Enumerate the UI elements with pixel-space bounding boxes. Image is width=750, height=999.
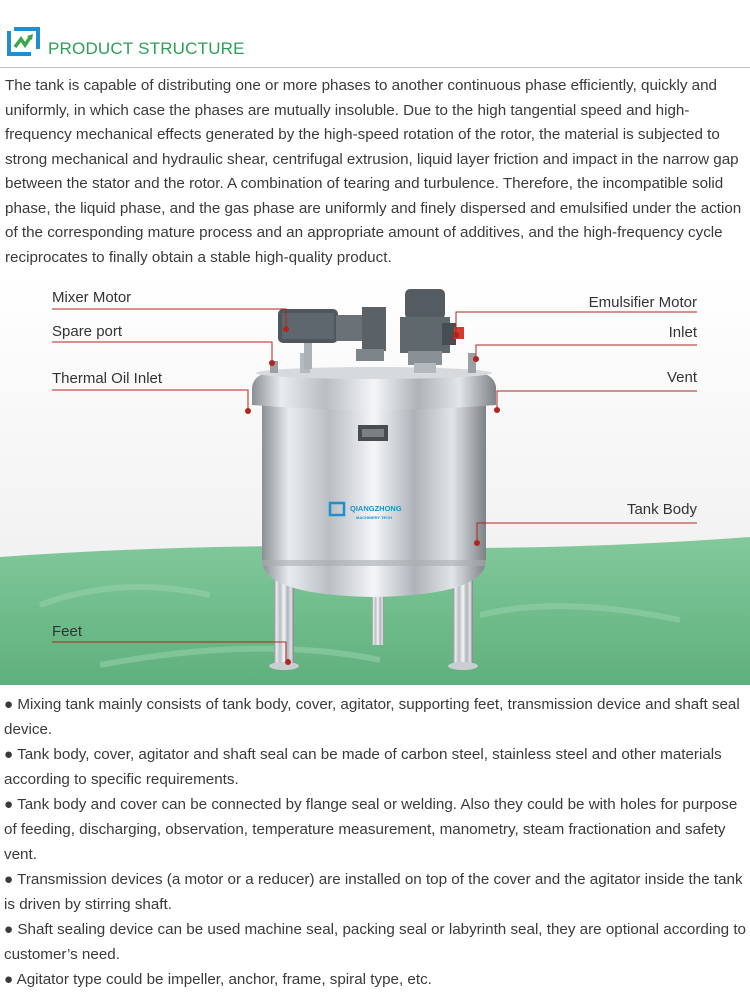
feature-text: Transmission devices (a motor or a reducer) are installed on top of the cover and the agitator inside the tank is driven by stirring shaft. <box>4 871 743 913</box>
brand-name: QIANGZHONG <box>350 504 402 513</box>
header-divider <box>0 67 750 68</box>
list-item: ● Agitator type could be impeller, anchor, frame, spiral type, etc. <box>4 971 432 988</box>
label-vent: Vent <box>666 369 697 386</box>
list-item: ● Mixing tank mainly consists of tank body, cover, agitator, supporting feet, transmission device and shaft seal device. <box>4 696 740 738</box>
feature-text: Shaft sealing device can be used machine seal, packing seal or labyrinth seal, they are optional according to customer’s need. <box>4 921 747 963</box>
list-item: ● Tank body, cover, agitator and shaft seal can be made of carbon steel, stainless steel and other materials according to specific requirements. <box>4 746 722 788</box>
feature-list <box>4 692 750 992</box>
intro-paragraph: The tank is capable of distributing one or more phases to another continuous phase efficiently, quickly and uniformly, in which case the phases are mutually insoluble. Due to the high tangential speed and high-frequency mechanical effects generated by the high-speed rotation of the rotor, the material is subjected to strong mechanical and hydraulic shear, centrifugal extrusion, liquid layer friction and impact in the narrow gap between the stator and the rotor. A combination of tearing and turbulence. Therefore, the incompatible solid phase, the liquid phase, and the gas phase are uniformly and finely dispersed and emulsified under the action of the corresponding mature process and an appropriate amount of additives, and the high-frequency cycle reciprocates to finally obtain a stable high-quality product. <box>5 77 742 266</box>
label-tank-body: Tank Body <box>626 501 697 518</box>
list-item: ● Shaft sealing device can be used machine seal, packing seal or labyrinth seal, they are optional according to customer’s need. <box>4 921 747 963</box>
list-item: ● Transmission devices (a motor or a reducer) are installed on top of the cover and the agitator inside the tank is driven by stirring shaft. <box>4 871 743 913</box>
feature-text: Tank body and cover can be connected by flange seal or welding. Also they could be with holes for purpose of feeding, discharging, observation, temperature measurement, manometry, steam fractionation and safety vent. <box>4 796 738 863</box>
list-item: ● Tank body and cover can be connected by flange seal or welding. Also they could be with holes for purpose of feeding, discharging, observation, temperature measurement, manometry, steam fractionation and safety vent. <box>4 796 738 863</box>
feature-text: Tank body, cover, agitator and shaft seal can be made of carbon steel, stainless steel and other materials according to specific requirements. <box>4 746 722 788</box>
label-feet: Feet <box>52 623 83 640</box>
label-emulsifier-motor: Emulsifier Motor <box>588 294 697 311</box>
brand-subtitle: MACHINERY TECH <box>356 515 393 520</box>
label-spare-port: Spare port <box>52 323 123 340</box>
section-header <box>0 0 750 70</box>
label-thermal-oil-inlet: Thermal Oil Inlet <box>52 370 163 387</box>
company-logo-icon <box>7 27 41 57</box>
feature-text: Mixing tank mainly consists of tank body, cover, agitator, supporting feet, transmission device and shaft seal device. <box>4 696 740 738</box>
label-inlet: Inlet <box>668 324 697 341</box>
section-title: PRODUCT STRUCTURE <box>48 39 245 58</box>
product-photo <box>0 275 750 685</box>
feature-text: Agitator type could be impeller, anchor, frame, spiral type, etc. <box>16 971 432 988</box>
label-mixer-motor: Mixer Motor <box>52 289 132 306</box>
tank-body <box>252 367 496 597</box>
